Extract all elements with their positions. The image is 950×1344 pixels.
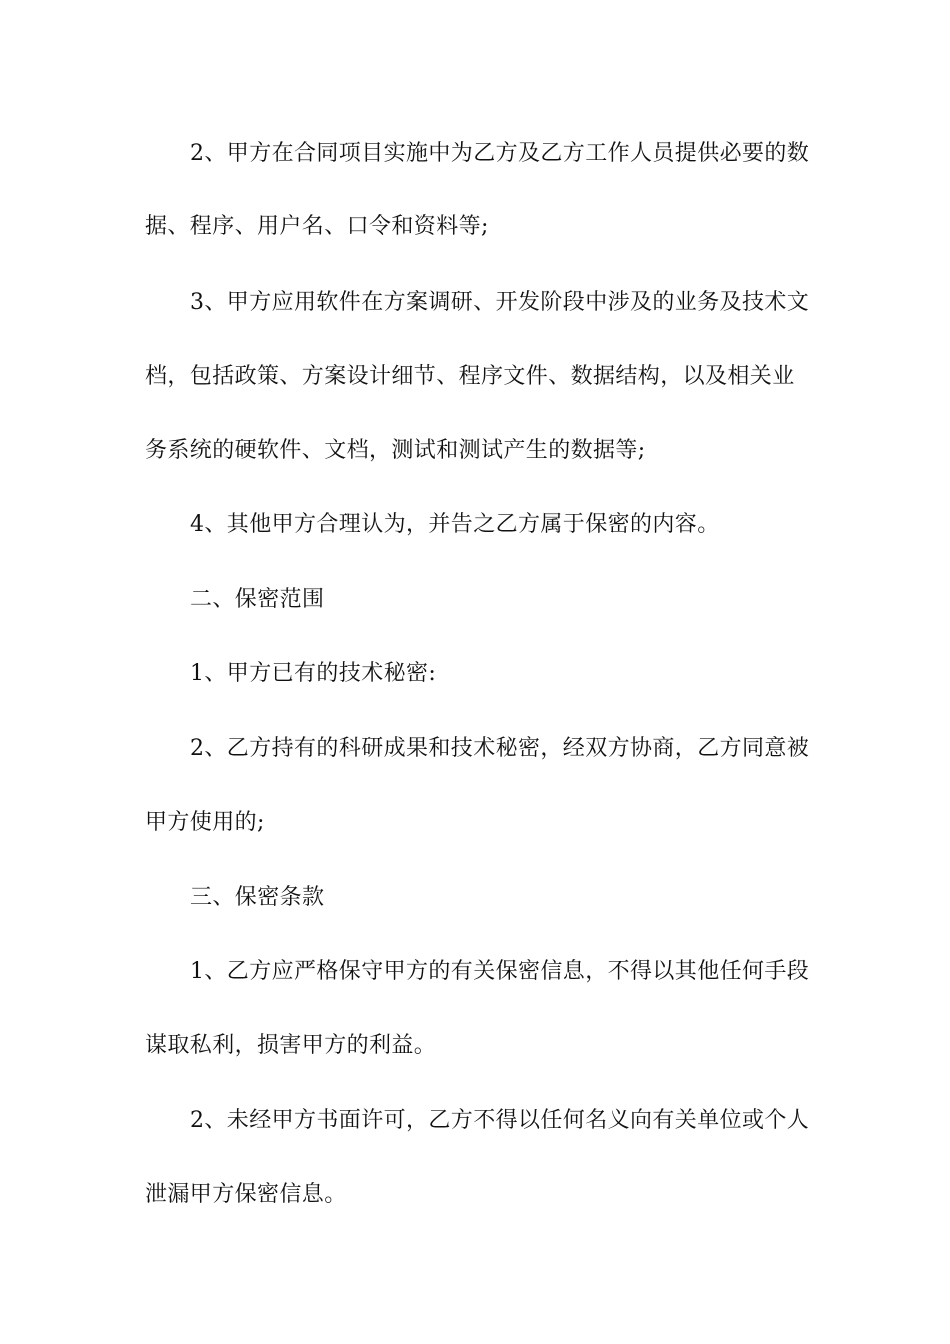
paragraph-line: 3、甲方应用软件在方案调研、开发阶段中涉及的业务及技术文 [190,290,810,315]
paragraph-line: 据、程序、用户名、口令和资料等; [145,214,489,239]
paragraph-line: 泄漏甲方保密信息。 [145,1182,347,1207]
section-heading: 二、保密范围 [190,587,325,612]
paragraph-line: 2、甲方在合同项目实施中为乙方及乙方工作人员提供必要的数 [190,141,810,166]
paragraph-line: 1、甲方已有的技术秘密: [190,661,437,686]
section-heading: 三、保密条款 [190,885,325,910]
paragraph-line: 4、其他甲方合理认为，并告之乙方属于保密的内容。 [190,512,720,537]
paragraph-line: 2、乙方持有的科研成果和技术秘密，经双方协商，乙方同意被 [190,736,810,761]
paragraph-line: 1、乙方应严格保守甲方的有关保密信息，不得以其他任何手段 [190,959,810,984]
paragraph-line: 务系统的硬软件、文档，测试和测试产生的数据等; [145,438,646,463]
paragraph-line: 甲方使用的; [145,810,265,835]
paragraph-line: 档，包括政策、方案设计细节、程序文件、数据结构，以及相关业 [145,364,795,389]
paragraph-line: 2、未经甲方书面许可，乙方不得以任何名义向有关单位或个人 [190,1108,810,1133]
paragraph-line: 谋取私利，损害甲方的利益。 [145,1033,437,1058]
